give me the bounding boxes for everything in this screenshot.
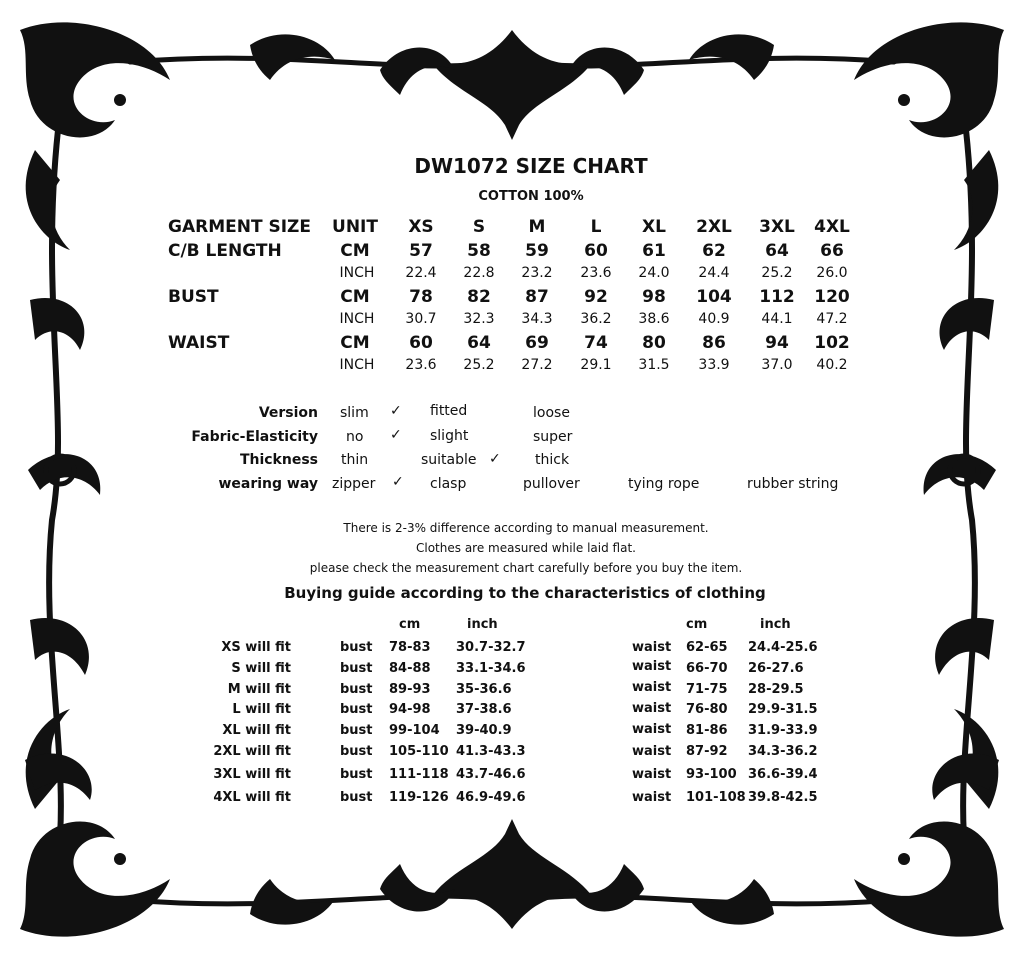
guide-size: 2XL will fit bbox=[213, 744, 291, 759]
guide-waist-label: waist bbox=[632, 680, 672, 695]
guide-bust-label: bust bbox=[340, 682, 373, 697]
checkmark-icon: ✓ bbox=[392, 474, 404, 490]
cell-cm: 61 bbox=[642, 241, 666, 261]
cell-inch: 47.2 bbox=[816, 311, 848, 327]
guide-bust-cm: 111-118 bbox=[389, 767, 449, 782]
feature-option: loose bbox=[533, 405, 570, 421]
guide-waist-label: waist bbox=[632, 767, 672, 782]
guide-bust-label: bust bbox=[340, 723, 373, 738]
guide-waist-inch: 34.3-36.2 bbox=[748, 744, 818, 759]
cell-cm: 94 bbox=[765, 333, 789, 353]
guide-size: 3XL will fit bbox=[213, 767, 291, 782]
guide-bust-inch: 33.1-34.6 bbox=[456, 661, 526, 676]
checkmark-icon: ✓ bbox=[489, 451, 501, 467]
corner-ornament-top-right bbox=[854, 22, 1004, 250]
row-label-waist: WAIST bbox=[168, 333, 230, 353]
unit-cm: CM bbox=[340, 241, 370, 261]
cell-cm: 98 bbox=[642, 287, 666, 307]
guide-waist-cm: 93-100 bbox=[686, 767, 737, 782]
cell-inch: 26.0 bbox=[816, 265, 848, 281]
guide-waist-inch: 39.8-42.5 bbox=[748, 790, 818, 805]
feature-option: slight bbox=[430, 428, 469, 444]
top-center-crest bbox=[250, 30, 774, 140]
cell-inch: 38.6 bbox=[638, 311, 670, 327]
guide-waist-label: waist bbox=[632, 790, 672, 805]
cell-inch: 24.4 bbox=[698, 265, 730, 281]
cell-cm: 64 bbox=[467, 333, 491, 353]
cell-inch: 30.7 bbox=[405, 311, 437, 327]
bottom-center-crest bbox=[250, 819, 774, 929]
cell-cm: 58 bbox=[467, 241, 491, 261]
feature-option: thin bbox=[341, 452, 369, 468]
guide-bust-inch: 46.9-49.6 bbox=[456, 790, 526, 805]
guide-bust-label: bust bbox=[340, 767, 373, 782]
cell-inch: 23.6 bbox=[580, 265, 612, 281]
cell-inch: 40.2 bbox=[816, 357, 848, 373]
guide-size: L will fit bbox=[232, 702, 291, 717]
cell-cm: 74 bbox=[584, 333, 608, 353]
header-size: 3XL bbox=[759, 217, 795, 237]
cell-cm: 120 bbox=[814, 287, 850, 307]
chart-title: DW1072 SIZE CHART bbox=[414, 154, 648, 178]
cell-inch: 27.2 bbox=[521, 357, 553, 373]
header-size: XS bbox=[408, 217, 434, 237]
feature-option: fitted bbox=[430, 403, 468, 419]
header-size: 2XL bbox=[696, 217, 732, 237]
guide-bust-label: bust bbox=[340, 744, 373, 759]
guide-bust-cm: 84-88 bbox=[389, 661, 431, 676]
cell-inch: 32.3 bbox=[463, 311, 495, 327]
guide-waist-cm: 71-75 bbox=[686, 682, 728, 697]
cell-inch: 22.4 bbox=[405, 265, 437, 281]
cell-cm: 87 bbox=[525, 287, 549, 307]
guide-size: XS will fit bbox=[221, 640, 291, 655]
guide-col-cm-bust: cm bbox=[399, 617, 421, 632]
cell-inch: 29.1 bbox=[580, 357, 612, 373]
header-size: 4XL bbox=[814, 217, 850, 237]
cell-inch: 31.5 bbox=[638, 357, 670, 373]
guide-col-cm-waist: cm bbox=[686, 617, 708, 632]
note-laid-flat: Clothes are measured while laid flat. bbox=[416, 541, 636, 555]
cell-inch: 25.2 bbox=[761, 265, 793, 281]
guide-size: M will fit bbox=[227, 682, 291, 697]
guide-waist-cm: 66-70 bbox=[686, 661, 728, 676]
checkmark-icon: ✓ bbox=[390, 403, 402, 419]
cell-cm: 57 bbox=[409, 241, 433, 261]
cell-cm: 66 bbox=[820, 241, 844, 261]
guide-waist-inch: 28-29.5 bbox=[748, 682, 804, 697]
cell-inch: 24.0 bbox=[638, 265, 670, 281]
guide-size: 4XL will fit bbox=[213, 790, 291, 805]
cell-inch: 37.0 bbox=[761, 357, 793, 373]
guide-bust-label: bust bbox=[340, 661, 373, 676]
guide-waist-label: waist bbox=[632, 744, 672, 759]
guide-bust-inch: 37-38.6 bbox=[456, 702, 512, 717]
unit-inch: INCH bbox=[339, 357, 375, 373]
cell-cm: 104 bbox=[696, 287, 732, 307]
feature-label-version: Version bbox=[258, 405, 318, 421]
cell-cm: 80 bbox=[642, 333, 666, 353]
guide-waist-inch: 29.9-31.5 bbox=[748, 702, 818, 717]
guide-bust-cm: 78-83 bbox=[389, 640, 431, 655]
header-size: S bbox=[472, 217, 486, 237]
unit-inch: INCH bbox=[339, 265, 375, 281]
feature-option: zipper bbox=[332, 476, 376, 492]
guide-bust-cm: 89-93 bbox=[389, 682, 431, 697]
guide-bust-inch: 41.3-43.3 bbox=[456, 744, 526, 759]
guide-col-inch-waist: inch bbox=[760, 617, 791, 632]
cell-cm: 60 bbox=[409, 333, 433, 353]
cell-cm: 60 bbox=[584, 241, 608, 261]
guide-bust-label: bust bbox=[340, 640, 373, 655]
cell-cm: 64 bbox=[765, 241, 789, 261]
guide-waist-cm: 101-108 bbox=[686, 790, 746, 805]
feature-option: super bbox=[533, 429, 573, 445]
guide-bust-label: bust bbox=[340, 702, 373, 717]
chart-subtitle: COTTON 100% bbox=[478, 189, 584, 204]
corner-ornament-bottom-right bbox=[854, 709, 1004, 937]
guide-waist-label: waist bbox=[632, 640, 672, 655]
feature-label-fabric-elasticity: Fabric-Elasticity bbox=[191, 429, 318, 445]
cell-inch: 25.2 bbox=[463, 357, 495, 373]
cell-inch: 36.2 bbox=[580, 311, 612, 327]
guide-waist-cm: 76-80 bbox=[686, 702, 728, 717]
corner-ornament-bottom-left bbox=[20, 709, 170, 937]
cell-cm: 69 bbox=[525, 333, 549, 353]
cell-inch: 22.8 bbox=[463, 265, 495, 281]
guide-bust-inch: 30.7-32.7 bbox=[456, 640, 526, 655]
cell-cm: 59 bbox=[525, 241, 549, 261]
header-garment-size: GARMENT SIZE bbox=[168, 217, 311, 237]
checkmark-icon: ✓ bbox=[390, 427, 402, 443]
cell-inch: 23.2 bbox=[521, 265, 553, 281]
row-label-cb-length: C/B LENGTH bbox=[168, 241, 282, 261]
guide-bust-inch: 39-40.9 bbox=[456, 723, 512, 738]
cell-cm: 78 bbox=[409, 287, 433, 307]
guide-bust-inch: 35-36.6 bbox=[456, 682, 512, 697]
cell-inch: 23.6 bbox=[405, 357, 437, 373]
feature-option: slim bbox=[340, 405, 369, 421]
guide-bust-cm: 105-110 bbox=[389, 744, 449, 759]
row-label-bust: BUST bbox=[168, 287, 219, 307]
cell-cm: 86 bbox=[702, 333, 726, 353]
feature-option: clasp bbox=[430, 476, 467, 492]
guide-waist-cm: 81-86 bbox=[686, 723, 728, 738]
guide-waist-cm: 62-65 bbox=[686, 640, 728, 655]
guide-waist-inch: 31.9-33.9 bbox=[748, 723, 818, 738]
guide-waist-inch: 26-27.6 bbox=[748, 661, 804, 676]
guide-size: XL will fit bbox=[222, 723, 291, 738]
cell-inch: 34.3 bbox=[521, 311, 553, 327]
guide-waist-inch: 36.6-39.4 bbox=[748, 767, 818, 782]
header-size: XL bbox=[642, 217, 666, 237]
buying-guide-title: Buying guide according to the characteristics of clothing bbox=[284, 584, 766, 602]
guide-waist-label: waist bbox=[632, 659, 672, 674]
feature-option: tying rope bbox=[628, 476, 700, 492]
cell-cm: 92 bbox=[584, 287, 608, 307]
feature-option: pullover bbox=[523, 476, 580, 492]
header-size: M bbox=[528, 217, 546, 237]
guide-bust-inch: 43.7-46.6 bbox=[456, 767, 526, 782]
feature-label-thickness: Thickness bbox=[239, 452, 318, 468]
guide-bust-cm: 94-98 bbox=[389, 702, 431, 717]
feature-option: thick bbox=[535, 452, 570, 468]
unit-inch: INCH bbox=[339, 311, 375, 327]
cell-cm: 82 bbox=[467, 287, 491, 307]
guide-col-inch-bust: inch bbox=[467, 617, 498, 632]
cell-cm: 102 bbox=[814, 333, 850, 353]
guide-waist-label: waist bbox=[632, 722, 672, 737]
feature-option: rubber string bbox=[747, 476, 839, 492]
cell-cm: 62 bbox=[702, 241, 726, 261]
header-size: L bbox=[590, 217, 602, 237]
cell-inch: 40.9 bbox=[698, 311, 730, 327]
guide-waist-label: waist bbox=[632, 701, 672, 716]
cell-inch: 33.9 bbox=[698, 357, 730, 373]
guide-bust-cm: 99-104 bbox=[389, 723, 440, 738]
cell-inch: 44.1 bbox=[761, 311, 793, 327]
note-measurement-difference: There is 2-3% difference according to manual measurement. bbox=[343, 521, 709, 535]
guide-bust-cm: 119-126 bbox=[389, 790, 449, 805]
feature-option: suitable bbox=[421, 452, 477, 468]
guide-waist-inch: 24.4-25.6 bbox=[748, 640, 818, 655]
corner-ornament-top-left bbox=[20, 22, 170, 250]
feature-option: no bbox=[346, 429, 364, 445]
note-check-chart: please check the measurement chart carefully before you buy the item. bbox=[309, 561, 743, 575]
unit-cm: CM bbox=[340, 333, 370, 353]
guide-bust-label: bust bbox=[340, 790, 373, 805]
unit-cm: CM bbox=[340, 287, 370, 307]
feature-label-wearing-way: wearing way bbox=[218, 476, 318, 492]
header-unit: UNIT bbox=[332, 217, 378, 237]
cell-cm: 112 bbox=[759, 287, 795, 307]
guide-waist-cm: 87-92 bbox=[686, 744, 728, 759]
guide-size: S will fit bbox=[231, 661, 291, 676]
